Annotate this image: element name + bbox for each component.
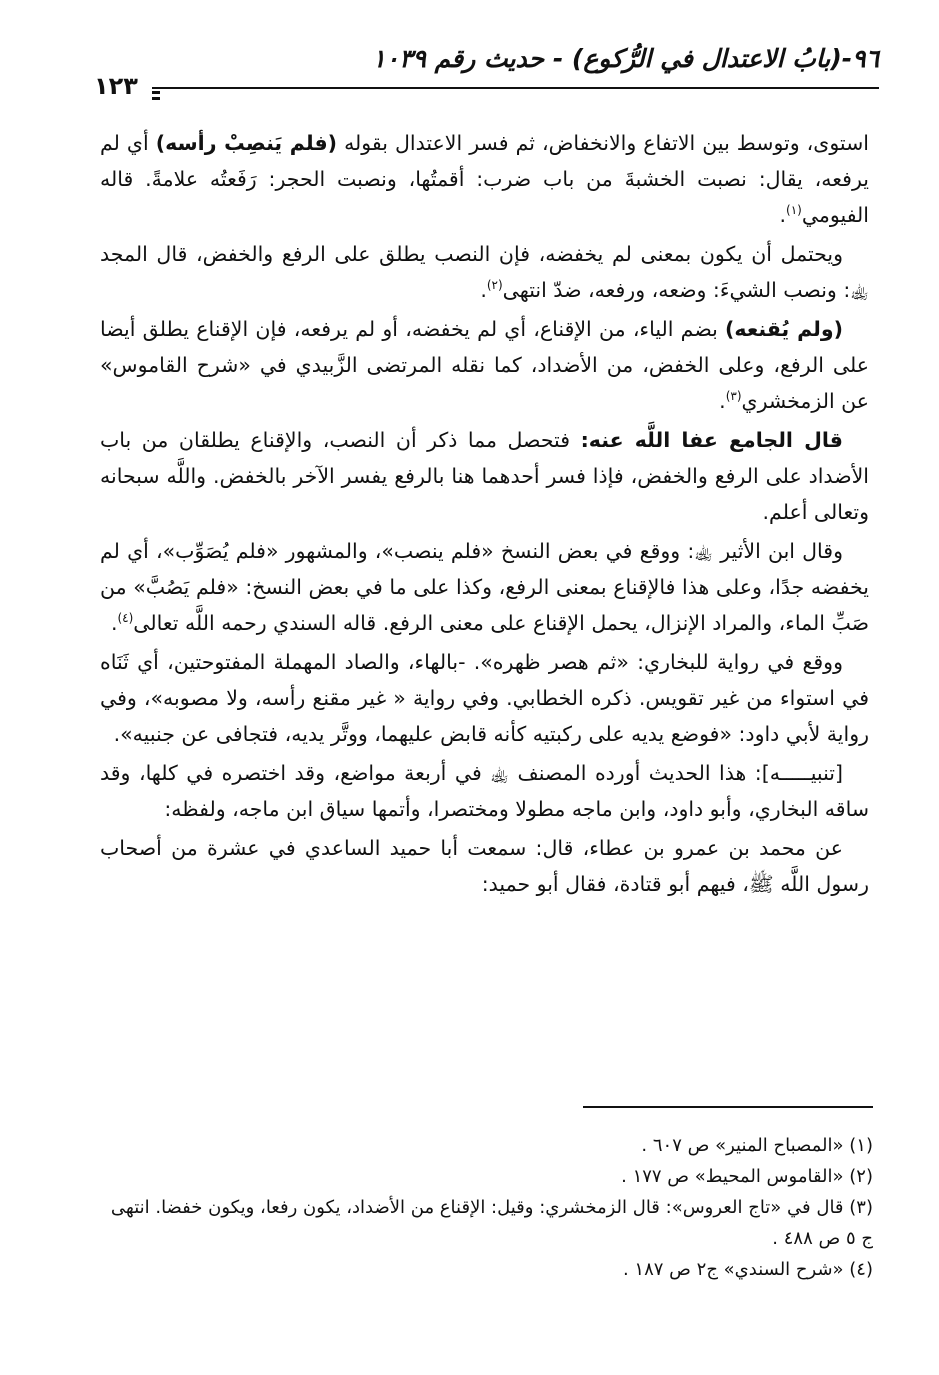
footnote-1: (١) «المصباح المنير» ص ٦٠٧ . xyxy=(641,1135,873,1156)
text-run: . xyxy=(110,611,118,635)
footnotes xyxy=(100,1130,873,1285)
bold-lead: (ولم يُقنعه) xyxy=(725,317,843,341)
footnote-ref: (٢) xyxy=(486,278,503,293)
text-run: [تنبيـــــه]: هذا الحديث أورده المصنف ﵀ في أربعة مواضع، وقد اختصره في كلها، وقد ساقه البخاري، وأبو داود، وابن ماجه مطولا ومختصرا، وأتمها سياق ابن ماجه، ولفظه: xyxy=(100,761,869,821)
paragraph-p7 xyxy=(100,755,869,827)
text-run: . xyxy=(719,389,726,413)
bold-lead: قال الجامع عفا اللَّه عنه: xyxy=(580,428,843,452)
footnote-3: (٣) قال في «تاج العروس»: قال الزمخشري: وقيل: الإقناع من الأضداد، يكون رفعا، ويكون خفضا. انتهى ج ٥ ص ٤٨٨ . xyxy=(110,1197,873,1249)
text-run: . xyxy=(779,203,787,227)
text-run: ويحتمل أن يكون بمعنى لم يخفضه، فإن النصب يطلق على الرفع والخفض، قال المجد ﵀: ونصب الشيءَ: وضعه، ورفعه، ضدّ انتهى xyxy=(100,242,869,302)
footnote-rule xyxy=(583,1106,873,1108)
text-run: . xyxy=(480,278,487,302)
paragraph-p5 xyxy=(100,533,869,641)
footnote-ref: (١) xyxy=(786,203,802,218)
page-header xyxy=(80,44,879,106)
paragraph-p2 xyxy=(100,236,869,308)
footnote-4: (٤) «شرح السندي» ج٢ ص ١٨٧ . xyxy=(622,1259,873,1280)
body-text xyxy=(100,125,869,905)
page-number: ١٢٣ xyxy=(80,72,152,100)
paragraph-p1 xyxy=(100,125,869,233)
running-head: ٩٦-(بابُ الاعتدال في الرُّكوع) - حديث رقم ١٠٣٩ xyxy=(372,44,879,73)
paragraph-p8 xyxy=(100,830,869,902)
footnote-ref: (٤) xyxy=(117,611,134,626)
paragraph-p4 xyxy=(100,422,869,530)
text-run: استوى، وتوسط بين الاتفاع والانخفاض، ثم فسر الاعتدال بقوله xyxy=(337,131,869,155)
paragraph-p6 xyxy=(100,644,869,752)
text-run: أي لم يرفعه، يقال: نصبت الخشبةَ من باب ضرب: أقمتُها، ونصبت الحجر: رَفَعتُه علامةً. قاله الفيومي xyxy=(100,131,869,227)
header-rule xyxy=(80,87,879,89)
text-run: وقال ابن الأثير ﵀: ووقع في بعض النسخ «فلم ينصب»، والمشهور «فلم يُصَوِّب»، أي لم يخفضه جدًا، وعلى هذا فالإقناع بمعنى الرفع، وكذا على ما في بعض النسخ: «فلم يَصُبَّ» من صَبِّ الماء، والمراد الإنزال، يحمل الإقناع على معنى الرفع. قاله السندي رحمه اللَّه تعالى xyxy=(100,539,869,635)
footnote-ref: (٣) xyxy=(725,389,742,404)
paragraph-p3 xyxy=(100,311,869,419)
text-run: ووقع في رواية للبخاري: «ثم هصر ظهره». -بالهاء، والصاد المهملة المفتوحتين، أي ثَنَاه في استواء من غير تقويس. ذكره الخطابي. وفي رواية « غير مقنع رأسه، ولا مصوبه»، وفي رواية لأبي داود: «فوضع يديه على ركبتيه كأنه قابض عليهما، ووتَّر يديه، فتجافى عن جنبيه». xyxy=(100,650,869,746)
text-run: عن محمد بن عمرو بن عطاء، قال: سمعت أبا حميد الساعدي في عشرة من أصحاب رسول اللَّه ﷺ، فيهم أبو قتادة، فقال أبو حميد: xyxy=(100,836,869,896)
bold-lead: (فلم يَنصِبْ رأسه) xyxy=(155,131,338,155)
text-run: بضم الياء، من الإقناع، أي لم يخفضه، أو لم يرفعه، فإن الإقناع يطلق أيضا على الرفع، وعلى الخفض، من الأضداد، كما نقله المرتضى الزَّبيدي في «شرح القاموس» عن الزمخشري xyxy=(100,317,869,413)
text-run: فتحصل مما ذكر أن النصب، والإقناع يطلقان من باب الأضداد على الرفع والخفض، فإذا فسر أحدهما هنا بالرفع يفسر الآخر بالخفض. واللَّه سبحانه وتعالى أعلم. xyxy=(100,428,869,524)
footnote-2: (٢) «القاموس المحيط» ص ١٧٧ . xyxy=(621,1166,873,1187)
